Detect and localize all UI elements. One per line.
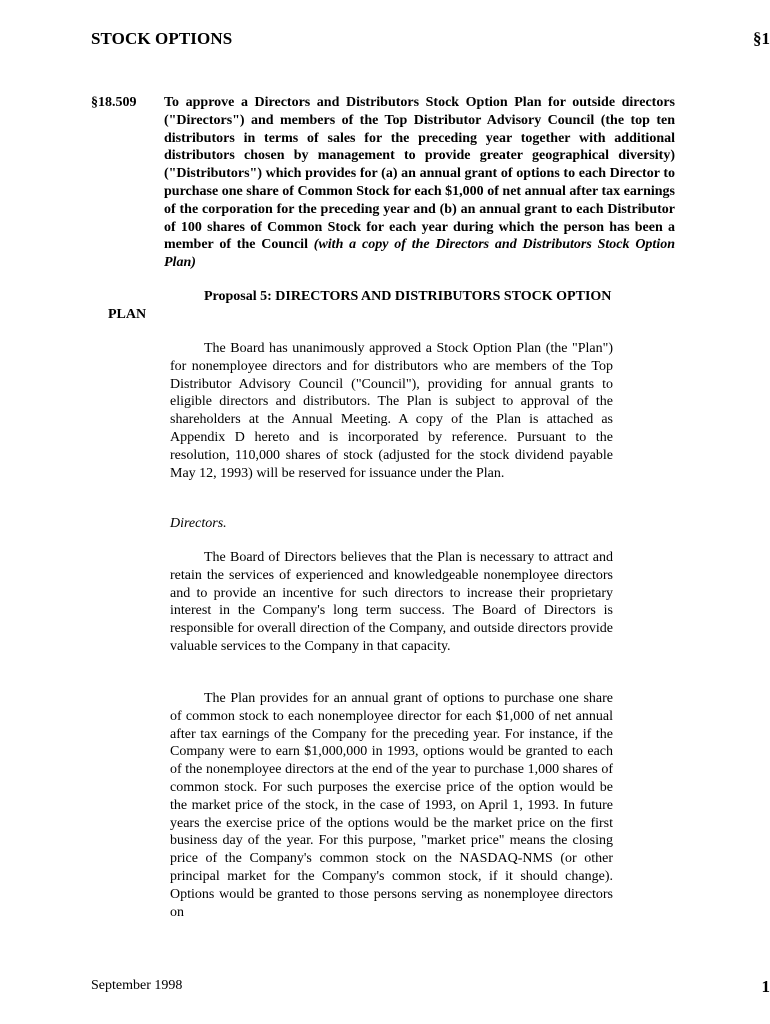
section-number: §18.509 (91, 95, 137, 110)
proposal-heading-continued: PLAN (108, 307, 147, 322)
page-header-title: STOCK OPTIONS (91, 29, 233, 48)
section-description-note: (with a copy of the Directors and Distributors Stock Option Plan) (164, 237, 676, 271)
paragraph-directors-rationale: The Board of Directors believes that the Plan is necessary to attract and retain the services of experienced and knowledgeable nonemployee directors and to provide an incentive for such directors to increase their proprietary interest in the Company's long term success. The Board of Directors is responsible for overall direction of the Company, and outside directors provide valuable services to the Company in that capacity. (170, 550, 613, 654)
section-description (164, 94, 675, 272)
page-header-section: §1 (753, 29, 770, 48)
paragraph-plan-overview: The Board has unanimously approved a Stock Option Plan (the "Plan") for nonemployee directors and for distributors who are members of the Top Distributor Advisory Council ("Council"), providing for annual grants to eligible directors and distributors. The Plan is subject to approval of the shareholders at the Annual Meeting. A copy of the Plan is attached as Appendix D hereto and is incorporated by reference. Pursuant to the resolution, 110,000 shares of stock (adjusted for the stock dividend payable May 12, 1993) will be reserved for issuance under the Plan. (170, 341, 613, 481)
subheading-directors: Directors. (170, 516, 227, 531)
paragraph-option-grants: The Plan provides for an annual grant of options to purchase one share of common stock to each nonemployee director for each $1,000 of net annual after tax earnings of the Company for the preceding year. For instance, if the Company were to earn $1,000,000 in 1993, options would be granted to each of the nonemployee directors at the end of the year to purchase 1,000 shares of common stock. For such purposes the exercise price of the option would be the market price of the stock, in the case of 1993, on April 1, 1993. In future years the exercise price of the options would be the market price on the first business day of the year. For this purpose, "market price" means the closing price of the Company's common stock on the NASDAQ-NMS (or other principal market for the Company's common stock, if it should change). Options would be granted to those persons serving as nonemployee directors on (170, 691, 613, 920)
proposal-heading: Proposal 5: DIRECTORS AND DISTRIBUTORS STOCK OPTION (204, 289, 612, 304)
footer-date: September 1998 (91, 978, 183, 993)
footer-page-number: 1 (761, 977, 770, 996)
section-description-text: To approve a Directors and Distributors Stock Option Plan for outside directors ("Directors") and members of the Top Distributor Advisory Council (the top ten distributors in terms of sales for the preceding year together with additional distributors chosen by management to provide greater geographical diversity) ("Distributors") which provides for (a) an annual grant of options to each Director to purchase one share of Common Stock for each $1,000 of net annual after tax earnings of the corporation for the preceding year and (b) an annual grant to each Distributor of 100 shares of Common Stock for each year during which the person has been a member of the Council (164, 95, 675, 253)
